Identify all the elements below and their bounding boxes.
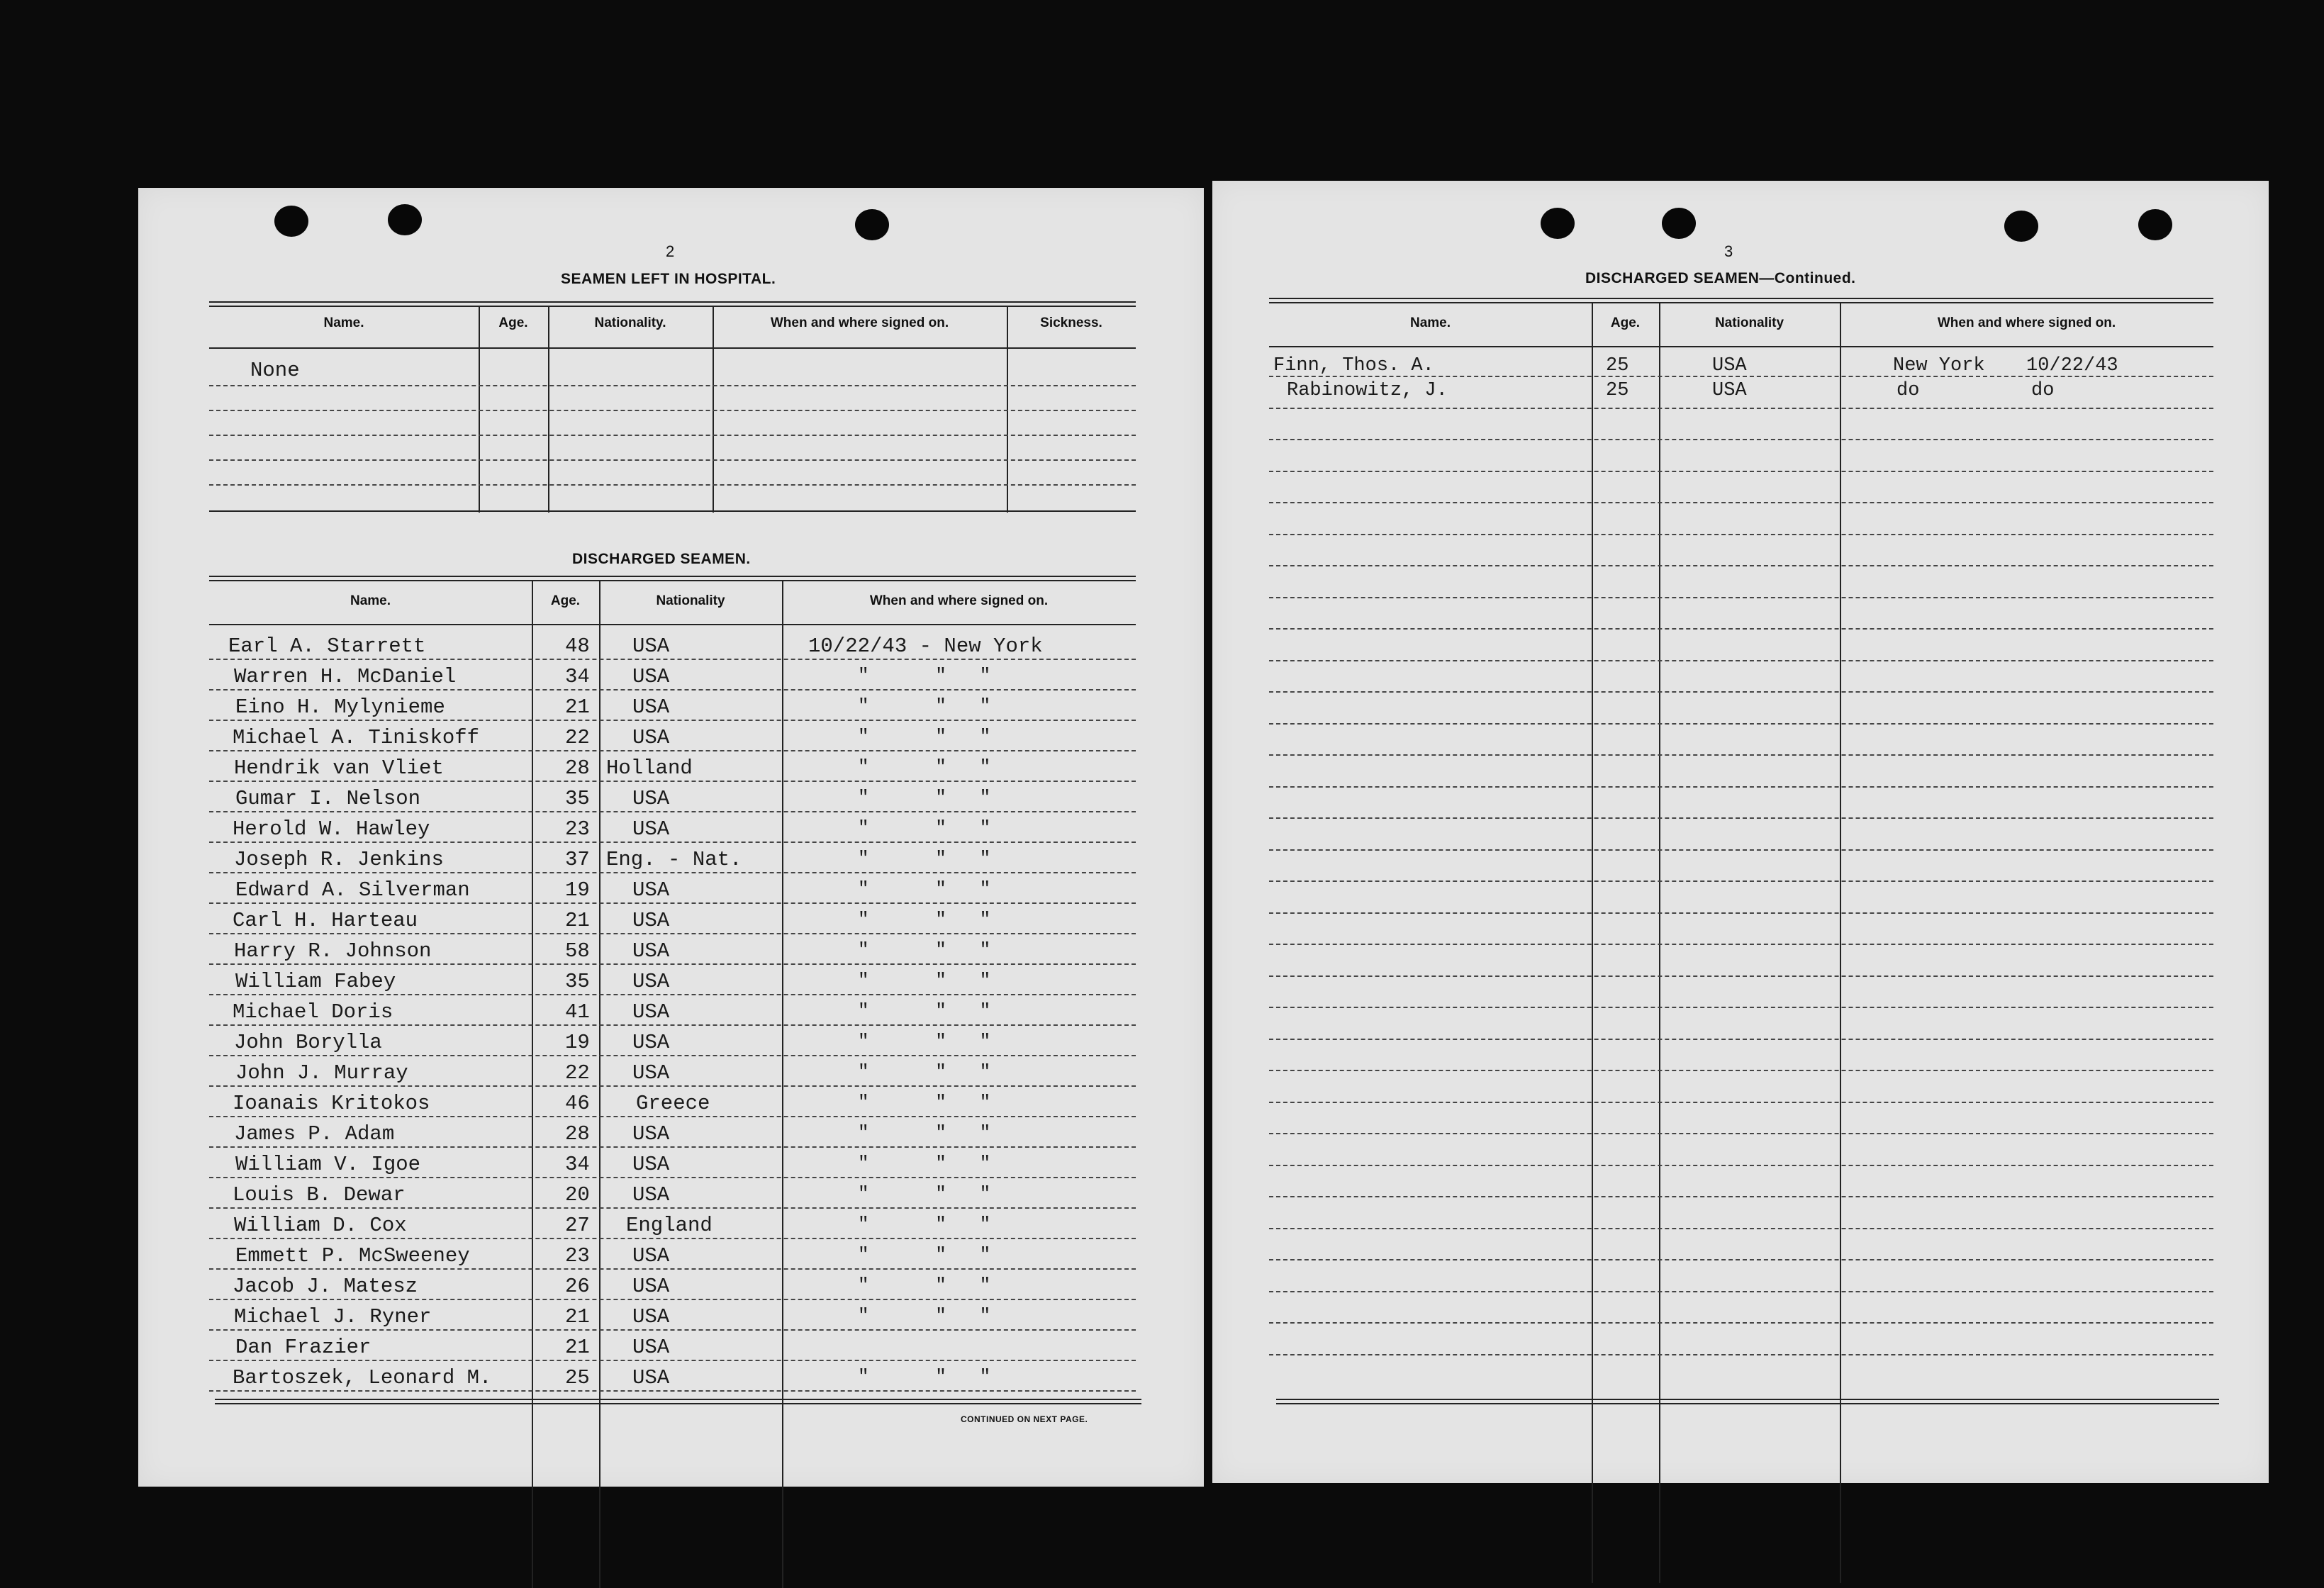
seaman-nationality: USA bbox=[632, 1305, 670, 1329]
seaman-age: 22 bbox=[565, 726, 590, 749]
seaman-nationality: USA bbox=[632, 1275, 670, 1298]
seaman-name: William Fabey bbox=[235, 970, 396, 993]
col-header-nationality: Nationality bbox=[656, 593, 725, 608]
table-top-rule bbox=[209, 301, 1136, 307]
right-page bbox=[1212, 181, 2269, 1483]
col-header-age: Age. bbox=[1610, 315, 1641, 330]
seaman-name: John Borylla bbox=[234, 1031, 382, 1054]
binder-hole bbox=[2004, 211, 2038, 242]
seaman-name: Bartoszek, Leonard M. bbox=[233, 1366, 492, 1390]
signed-on-date: 10/22/43 bbox=[2026, 355, 2118, 376]
seaman-name: William V. Igoe bbox=[235, 1153, 421, 1176]
signed-on: " " " bbox=[858, 909, 991, 930]
seaman-name: Edward A. Silverman bbox=[235, 878, 470, 902]
binder-hole bbox=[1662, 208, 1696, 239]
seaman-age: 34 bbox=[565, 665, 590, 688]
seaman-age: 20 bbox=[565, 1183, 590, 1207]
signed-on: " " " bbox=[858, 1214, 991, 1235]
signed-on: " " " bbox=[858, 1000, 991, 1022]
seaman-nationality: USA bbox=[632, 634, 670, 658]
seaman-name: Finn, Thos. A. bbox=[1273, 355, 1434, 376]
col-header-nationality: Nationality bbox=[1714, 315, 1784, 330]
table-bottom-rule bbox=[215, 1399, 1141, 1404]
seaman-nationality: England bbox=[626, 1214, 713, 1237]
seaman-age: 25 bbox=[1606, 355, 1629, 376]
signed-on: " " " bbox=[858, 848, 991, 869]
seaman-name: James P. Adam bbox=[234, 1122, 395, 1146]
hospital-section-title: SEAMEN LEFT IN HOSPITAL. bbox=[561, 271, 776, 287]
signed-on-date: do bbox=[2031, 380, 2055, 401]
seaman-nationality: USA bbox=[632, 1061, 670, 1085]
table-top-rule bbox=[209, 576, 1136, 581]
seaman-age: 28 bbox=[565, 756, 590, 780]
seaman-age: 46 bbox=[565, 1092, 590, 1115]
seaman-age: 21 bbox=[565, 909, 590, 932]
signed-on: 10/22/43 - New York bbox=[808, 634, 1043, 658]
seaman-age: 35 bbox=[565, 970, 590, 993]
seaman-age: 22 bbox=[565, 1061, 590, 1085]
seaman-name: Eino H. Mylynieme bbox=[235, 695, 445, 719]
seaman-nationality: USA bbox=[1712, 355, 1747, 376]
signed-on: " " " bbox=[858, 817, 991, 839]
seaman-nationality: USA bbox=[632, 1244, 670, 1268]
seaman-nationality: USA bbox=[632, 1153, 670, 1176]
signed-on: " " " bbox=[858, 1183, 991, 1204]
col-header-age: Age. bbox=[550, 593, 581, 608]
col-header-name: Name. bbox=[323, 315, 364, 330]
left-page bbox=[138, 188, 1204, 1487]
seaman-name: Joseph R. Jenkins bbox=[234, 848, 444, 871]
seaman-name: Michael Doris bbox=[233, 1000, 393, 1024]
seaman-nationality: USA bbox=[632, 817, 670, 841]
seaman-age: 35 bbox=[565, 787, 590, 810]
seaman-name: Michael J. Ryner bbox=[234, 1305, 432, 1329]
binder-hole bbox=[2138, 209, 2172, 240]
seaman-nationality: USA bbox=[632, 939, 670, 963]
seaman-age: 23 bbox=[565, 1244, 590, 1268]
seaman-nationality: USA bbox=[632, 970, 670, 993]
seaman-nationality: USA bbox=[632, 695, 670, 719]
signed-on: " " " bbox=[858, 1244, 991, 1265]
seaman-age: 25 bbox=[565, 1366, 590, 1390]
signed-on: " " " bbox=[858, 1366, 991, 1387]
seaman-age: 28 bbox=[565, 1122, 590, 1146]
table-bottom-rule bbox=[1276, 1399, 2219, 1404]
table-top-rule bbox=[1269, 298, 2213, 303]
signed-on: " " " bbox=[858, 665, 991, 686]
signed-on: " " " bbox=[858, 1092, 991, 1113]
signed-on-place: New York bbox=[1893, 355, 1985, 376]
section-title: DISCHARGED SEAMEN—Continued. bbox=[1585, 270, 1856, 286]
seaman-name: Earl A. Starrett bbox=[228, 634, 426, 658]
seaman-age: 21 bbox=[565, 1305, 590, 1329]
seaman-age: 41 bbox=[565, 1000, 590, 1024]
binder-hole bbox=[855, 209, 889, 240]
seaman-nationality: USA bbox=[632, 787, 670, 810]
page-number: 3 bbox=[1724, 242, 1733, 260]
signed-on: " " " bbox=[858, 1305, 991, 1326]
signed-on: " " " bbox=[858, 970, 991, 991]
seaman-name: Louis B. Dewar bbox=[233, 1183, 406, 1207]
seaman-age: 37 bbox=[565, 848, 590, 871]
col-header-signed-on: When and where signed on. bbox=[1937, 315, 2116, 330]
seaman-age: 21 bbox=[565, 1336, 590, 1359]
seaman-name: Jacob J. Matesz bbox=[233, 1275, 418, 1298]
hospital-entry: None bbox=[250, 359, 300, 382]
seaman-name: Herold W. Hawley bbox=[233, 817, 430, 841]
seaman-age: 19 bbox=[565, 1031, 590, 1054]
signed-on: " " " bbox=[858, 787, 991, 808]
seaman-name: Carl H. Harteau bbox=[233, 909, 418, 932]
seaman-nationality: USA bbox=[632, 1366, 670, 1390]
seaman-nationality: USA bbox=[632, 878, 670, 902]
signed-on: " " " bbox=[858, 1061, 991, 1083]
signed-on: " " " bbox=[858, 1153, 991, 1174]
signed-on-place: do bbox=[1896, 380, 1920, 401]
seaman-age: 23 bbox=[565, 817, 590, 841]
col-header-sickness: Sickness. bbox=[1040, 315, 1102, 330]
seaman-nationality: USA bbox=[1712, 380, 1747, 401]
seaman-name: Gumar I. Nelson bbox=[235, 787, 421, 810]
seaman-nationality: USA bbox=[632, 726, 670, 749]
seaman-nationality: Eng. - Nat. bbox=[606, 848, 742, 871]
seaman-name: Michael A. Tiniskoff bbox=[233, 726, 480, 749]
seaman-name: Emmett P. McSweeney bbox=[235, 1244, 470, 1268]
page-number: 2 bbox=[666, 242, 675, 260]
signed-on: " " " bbox=[858, 939, 991, 961]
seaman-name: Rabinowitz, J. bbox=[1287, 380, 1448, 401]
seaman-name: William D. Cox bbox=[234, 1214, 407, 1237]
seaman-nationality: USA bbox=[632, 1031, 670, 1054]
seaman-age: 19 bbox=[565, 878, 590, 902]
signed-on: " " " bbox=[858, 695, 991, 717]
seaman-nationality: USA bbox=[632, 909, 670, 932]
binder-hole bbox=[388, 204, 422, 235]
seaman-age: 21 bbox=[565, 695, 590, 719]
signed-on: " " " bbox=[858, 1031, 991, 1052]
col-header-name: Name. bbox=[1409, 315, 1451, 330]
seaman-nationality: Greece bbox=[636, 1092, 710, 1115]
signed-on: " " " bbox=[858, 1275, 991, 1296]
seaman-name: Hendrik van Vliet bbox=[234, 756, 444, 780]
seaman-age: 34 bbox=[565, 1153, 590, 1176]
discharged-section-title: DISCHARGED SEAMEN. bbox=[572, 551, 751, 567]
col-header-signed-on: When and where signed on. bbox=[770, 315, 949, 330]
col-header-name: Name. bbox=[350, 593, 391, 608]
signed-on: " " " bbox=[858, 878, 991, 900]
col-header-age: Age. bbox=[498, 315, 528, 330]
seaman-age: 26 bbox=[565, 1275, 590, 1298]
binder-hole bbox=[1541, 208, 1575, 239]
seaman-nationality: USA bbox=[632, 1000, 670, 1024]
col-header-signed-on: When and where signed on. bbox=[869, 593, 1049, 608]
signed-on: " " " bbox=[858, 1122, 991, 1144]
seaman-nationality: USA bbox=[632, 1336, 670, 1359]
seaman-name: Harry R. Johnson bbox=[234, 939, 432, 963]
seaman-age: 25 bbox=[1606, 380, 1629, 401]
seaman-name: Ioanais Kritokos bbox=[233, 1092, 430, 1115]
seaman-nationality: USA bbox=[632, 1183, 670, 1207]
seaman-age: 48 bbox=[565, 634, 590, 658]
seaman-nationality: USA bbox=[632, 665, 670, 688]
seaman-name: John J. Murray bbox=[235, 1061, 408, 1085]
seaman-nationality: USA bbox=[632, 1122, 670, 1146]
seaman-nationality: Holland bbox=[606, 756, 693, 780]
binder-hole bbox=[274, 206, 308, 237]
seaman-age: 27 bbox=[565, 1214, 590, 1237]
seaman-name: Warren H. McDaniel bbox=[234, 665, 457, 688]
seaman-name: Dan Frazier bbox=[235, 1336, 371, 1359]
col-header-nationality: Nationality. bbox=[594, 315, 666, 330]
signed-on: " " " bbox=[858, 756, 991, 778]
seaman-age: 58 bbox=[565, 939, 590, 963]
signed-on: " " " bbox=[858, 726, 991, 747]
continued-note: CONTINUED ON NEXT PAGE. bbox=[961, 1414, 1088, 1424]
